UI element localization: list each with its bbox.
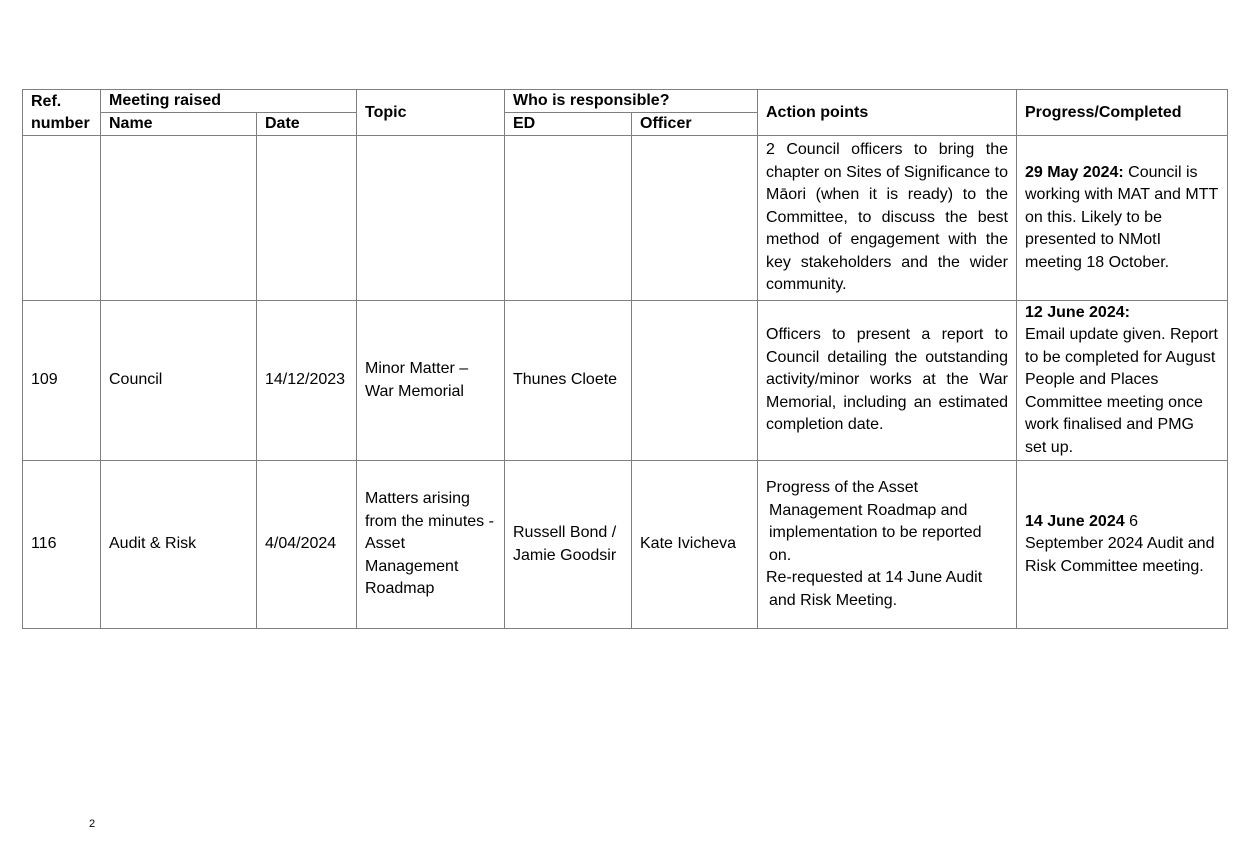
progress-cell bbox=[1017, 461, 1228, 629]
table-row bbox=[23, 461, 1228, 629]
progress-cell bbox=[1017, 301, 1228, 461]
header-name: Name bbox=[101, 113, 257, 136]
header-ref-number: Ref. number bbox=[23, 90, 101, 136]
header-row-1 bbox=[23, 90, 1228, 113]
date-cell bbox=[257, 136, 357, 301]
header-topic: Topic bbox=[357, 90, 505, 136]
header-officer: Officer bbox=[632, 113, 758, 136]
progress-text: Email update given. Report to be completed for August People and Places Committee meeting once work finalised and PMG set up. bbox=[1025, 326, 1218, 456]
table-row bbox=[23, 301, 1228, 461]
header-action-points: Action points bbox=[758, 90, 1017, 136]
date-cell: 4/04/2024 bbox=[257, 461, 357, 629]
action-points-table bbox=[22, 89, 1228, 629]
officer-cell: Kate Ivicheva bbox=[632, 461, 758, 629]
topic-cell bbox=[357, 136, 505, 301]
ed-cell bbox=[505, 136, 632, 301]
header-ed: ED bbox=[505, 113, 632, 136]
page-number: 2 bbox=[89, 818, 96, 830]
action-line: Re-requested at 14 June Audit and Risk Meeting. bbox=[766, 569, 983, 609]
progress-date: 14 June 2024 bbox=[1025, 512, 1125, 530]
officer-cell bbox=[632, 301, 758, 461]
ref-cell: 116 bbox=[23, 461, 101, 629]
action-cell bbox=[758, 461, 1017, 629]
header-progress-completed: Progress/Completed bbox=[1017, 90, 1228, 136]
ref-cell bbox=[23, 136, 101, 301]
progress-text: 6 September 2024 Audit and Risk Committee meeting. bbox=[1025, 512, 1215, 575]
ref-cell: 109 bbox=[23, 301, 101, 461]
name-cell: Audit & Risk bbox=[101, 461, 257, 629]
progress-date: 29 May 2024: bbox=[1025, 163, 1124, 181]
header-meeting-raised: Meeting raised bbox=[101, 90, 357, 113]
action-cell: 2 Council officers to bring the chapter on Sites of Significance to Māori (when it is ready) to the Committee, to discuss the best method of engagement with the key stakeholders and the wider community. bbox=[758, 136, 1017, 301]
action-cell: Officers to present a report to Council detailing the outstanding activity/minor works at the War Memorial, including an estimated completion date. bbox=[758, 301, 1017, 461]
topic-cell: Matters arising from the minutes - Asset Management Roadmap bbox=[357, 461, 505, 629]
date-cell: 14/12/2023 bbox=[257, 301, 357, 461]
table-row bbox=[23, 136, 1228, 301]
header-date: Date bbox=[257, 113, 357, 136]
ed-cell: Russell Bond / Jamie Goodsir bbox=[505, 461, 632, 629]
action-line: Progress of the Asset Management Roadmap and implementation to be reported on. bbox=[766, 479, 982, 564]
ed-cell: Thunes Cloete bbox=[505, 301, 632, 461]
name-cell: Council bbox=[101, 301, 257, 461]
progress-cell bbox=[1017, 136, 1228, 301]
progress-text: Council is working with MAT and MTT on this. Likely to be presented to NMotI meeting 18 October. bbox=[1025, 163, 1218, 271]
progress-date: 12 June 2024: bbox=[1025, 303, 1130, 321]
name-cell bbox=[101, 136, 257, 301]
header-who-responsible: Who is responsible? bbox=[505, 90, 758, 113]
officer-cell bbox=[632, 136, 758, 301]
topic-cell: Minor Matter – War Memorial bbox=[357, 301, 505, 461]
